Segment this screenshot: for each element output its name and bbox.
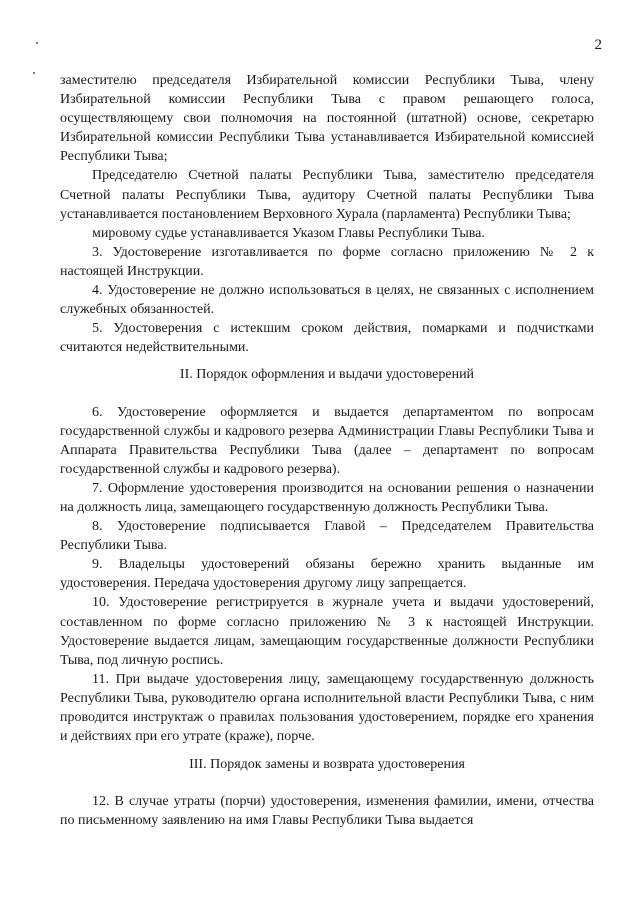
section-heading: III. Порядок замены и возврата удостоверения xyxy=(189,757,465,773)
paragraph: заместителю председателя Избирательной комиссии Республики Тыва, члену Избирательной комиссии Республики Тыва с правом решающего голоса, осуществляющему свои полномочия на постоянной (штатной) основе, секретарю Избирательной комиссии Республики Тыва устанавливается Избирательной комиссией Республики Тыва; xyxy=(60,73,594,165)
document-body xyxy=(60,71,594,830)
paragraph: 8. Удостоверение подписывается Главой – Председателем Правительства Республики Тыва. xyxy=(60,519,594,554)
scan-speck xyxy=(36,42,38,44)
paragraph: 11. При выдаче удостоверения лицу, замещающему государственную должность Республики Тыва, руководителю органа исполнительной власти Республики Тыва, с ним проводится инструктаж о правилах пользования удостоверением, порядке его хранения и действиях при его утрате (краже), порче. xyxy=(60,671,594,745)
scan-speck xyxy=(33,72,35,74)
paragraph: 10. Удостоверение регистрируется в журнале учета и выдачи удостоверений, составленном по форме согласно приложению № 3 к настоящей Инструкции. Удостоверение выдается лицам, замещающим государственные должности Республики Тыва, под личную роспись. xyxy=(60,595,594,668)
page-number: 2 xyxy=(594,37,602,53)
paragraph: 4. Удостоверение не должно использоваться в целях, не связанных с исполнением служебных обязанностей. xyxy=(60,283,594,318)
section-heading: II. Порядок оформления и выдачи удостоверений xyxy=(179,367,475,383)
paragraph: 5. Удостоверения с истекшим сроком действия, помарками и подчистками считаются недействительными. xyxy=(60,321,594,356)
paragraph: 3. Удостоверение изготавливается по форме согласно приложению № 2 к настоящей Инструкции. xyxy=(60,244,594,279)
paragraph: 9. Владельцы удостоверений обязаны бережно хранить выданные им удостоверения. Передача удостоверения другому лицу запрещается. xyxy=(60,557,594,592)
paragraph: 7. Оформление удостоверения производится на основании решения о назначении на должность лица, замещающего государственную должность Республики Тыва. xyxy=(60,480,594,515)
paragraph: 12. В случае утраты (порчи) удостоверения, изменения фамилии, имени, отчества по письменному заявлению на имя Главы Республики Тыва выдается xyxy=(60,794,594,829)
paragraph: 6. Удостоверение оформляется и выдается департаментом по вопросам государственной службы и кадрового резерва Администрации Главы Республики Тыва и Аппарата Правительства Республики Тыва (далее – департамент по вопросам государственной службы и кадрового резерва). xyxy=(60,404,594,477)
paragraph: Председателю Счетной палаты Республики Тыва, заместителю председателя Счетной палаты Республики Тыва, аудитору Счетной палаты Республики Тыва устанавливается постановлением Верховного Хурала (парламента) Республики Тыва; xyxy=(60,168,594,222)
paragraph: мировому судье устанавливается Указом Главы Республики Тыва. xyxy=(92,225,485,241)
